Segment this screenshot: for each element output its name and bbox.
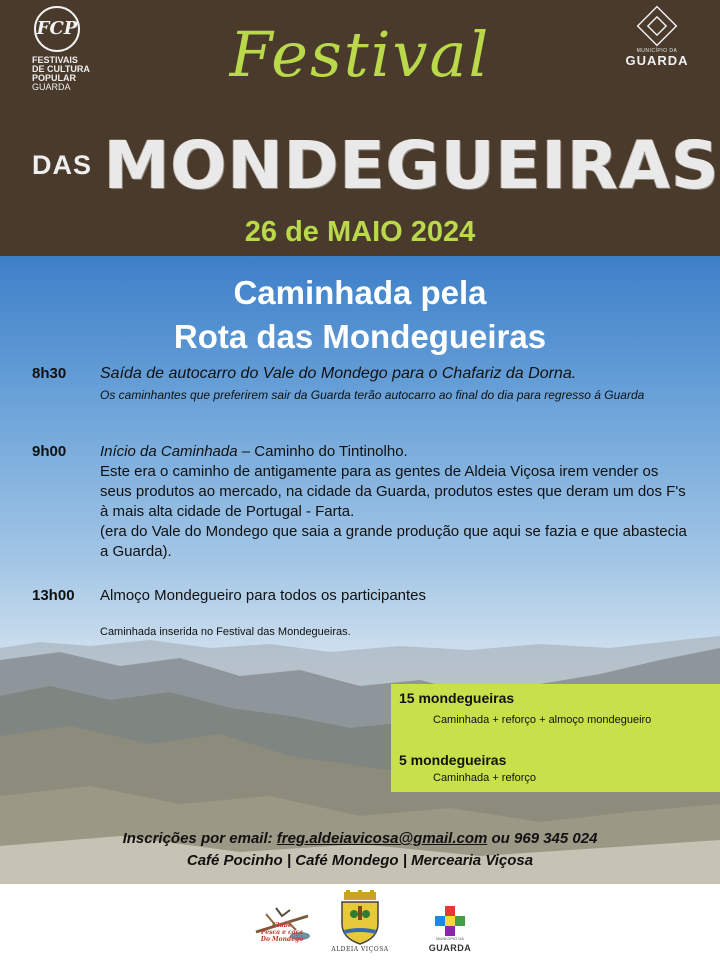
schedule-note: Os caminhantes que preferirem sair da Guarda terão autocarro ao final do dia para regresso á Guarda bbox=[100, 388, 645, 402]
aldeia-vicosa-text: ALDEIA VIÇOSA bbox=[331, 946, 389, 953]
fcp-line: DE CULTURA bbox=[32, 64, 90, 74]
header-banner bbox=[0, 0, 720, 256]
schedule-description-extra: (era do Vale do Mondego que saia a grande produção que aqui se fazia e que abastecia a Guarda). bbox=[100, 523, 687, 560]
walk-title-line2: Rota das Mondegueiras bbox=[173, 318, 547, 355]
schedule-heading bbox=[100, 442, 694, 462]
price-description: Caminhada + reforço bbox=[433, 772, 537, 784]
guarda-logo-small: MUNICÍPIO DA bbox=[636, 48, 678, 54]
registration-info bbox=[0, 828, 720, 872]
schedule-time: 9h00 bbox=[32, 443, 67, 460]
walk-title bbox=[0, 272, 720, 360]
price-description: Caminhada + reforço + almoço mondegueiro bbox=[433, 714, 652, 726]
schedule-text: Saída de autocarro do Vale do Mondego para o Chafariz da Dorna. bbox=[100, 365, 577, 382]
fishing-club-line: Do Mondego bbox=[260, 936, 304, 943]
fcp-line: FESTIVAIS bbox=[32, 55, 78, 65]
festival-heading: Festival bbox=[229, 18, 491, 91]
schedule-time: 13h00 bbox=[32, 587, 75, 604]
mondegueiras-heading: MONDEGUEIRAS bbox=[104, 127, 720, 204]
schedule-title: Início da Caminhada bbox=[100, 443, 238, 460]
price-title: 5 mondegueiras bbox=[399, 752, 507, 768]
festival-note: Caminhada inserida no Festival das Mondegueiras. bbox=[100, 626, 351, 638]
registration-places: Café Pocinho | Café Mondego | Mercearia Viçosa bbox=[186, 852, 534, 869]
schedule-time: 8h30 bbox=[32, 365, 67, 382]
schedule-description: Este era o caminho de antigamente para as gentes de Aldeia Viçosa irem vender os seus produtos ao mercado, na cidade da Guarda, produtos estes que deram um dos F's à mais alta cidade de Portugal - Farta. bbox=[100, 463, 686, 520]
fishing-club-line: Pesca e caça bbox=[260, 929, 304, 936]
schedule-dash: – bbox=[237, 443, 255, 460]
fcp-logo: FCP bbox=[34, 6, 80, 52]
guarda-footer-small: MUNICÍPIO DA bbox=[436, 936, 464, 941]
fcp-line: POPULAR bbox=[32, 73, 77, 83]
guarda-colored-cube-icon bbox=[435, 906, 465, 936]
registration-email-link[interactable]: freg.aldeiavicosa@gmail.com bbox=[276, 830, 488, 847]
guarda-footer-name: GUARDA bbox=[428, 943, 472, 953]
walk-title-line1: Caminhada pela bbox=[233, 274, 487, 311]
guarda-logo-name: GUARDA bbox=[625, 53, 689, 68]
event-date: 26 de MAIO 2024 bbox=[244, 216, 476, 248]
guarda-footer-logo bbox=[426, 906, 474, 953]
registration-prefix: Inscrições por email: bbox=[122, 830, 277, 847]
aldeia-vicosa-shield-icon bbox=[330, 890, 390, 946]
price-box bbox=[391, 684, 720, 792]
das-heading: DAS bbox=[32, 150, 93, 180]
fishing-club-line: Clube bbox=[272, 922, 292, 929]
schedule-body bbox=[100, 364, 694, 404]
fcp-city: GUARDA bbox=[32, 82, 71, 92]
registration-line bbox=[0, 828, 720, 850]
schedule-text: Almoço Mondegueiro para todos os participantes bbox=[100, 587, 427, 604]
fishing-club-text bbox=[246, 922, 318, 943]
registration-phone: ou 969 345 024 bbox=[487, 830, 598, 847]
schedule-body bbox=[100, 586, 694, 606]
schedule-subtitle: Caminho do Tintinolho. bbox=[254, 443, 408, 460]
schedule-body bbox=[100, 442, 694, 562]
footer-logos bbox=[0, 884, 720, 960]
price-title: 15 mondegueiras bbox=[399, 690, 515, 706]
